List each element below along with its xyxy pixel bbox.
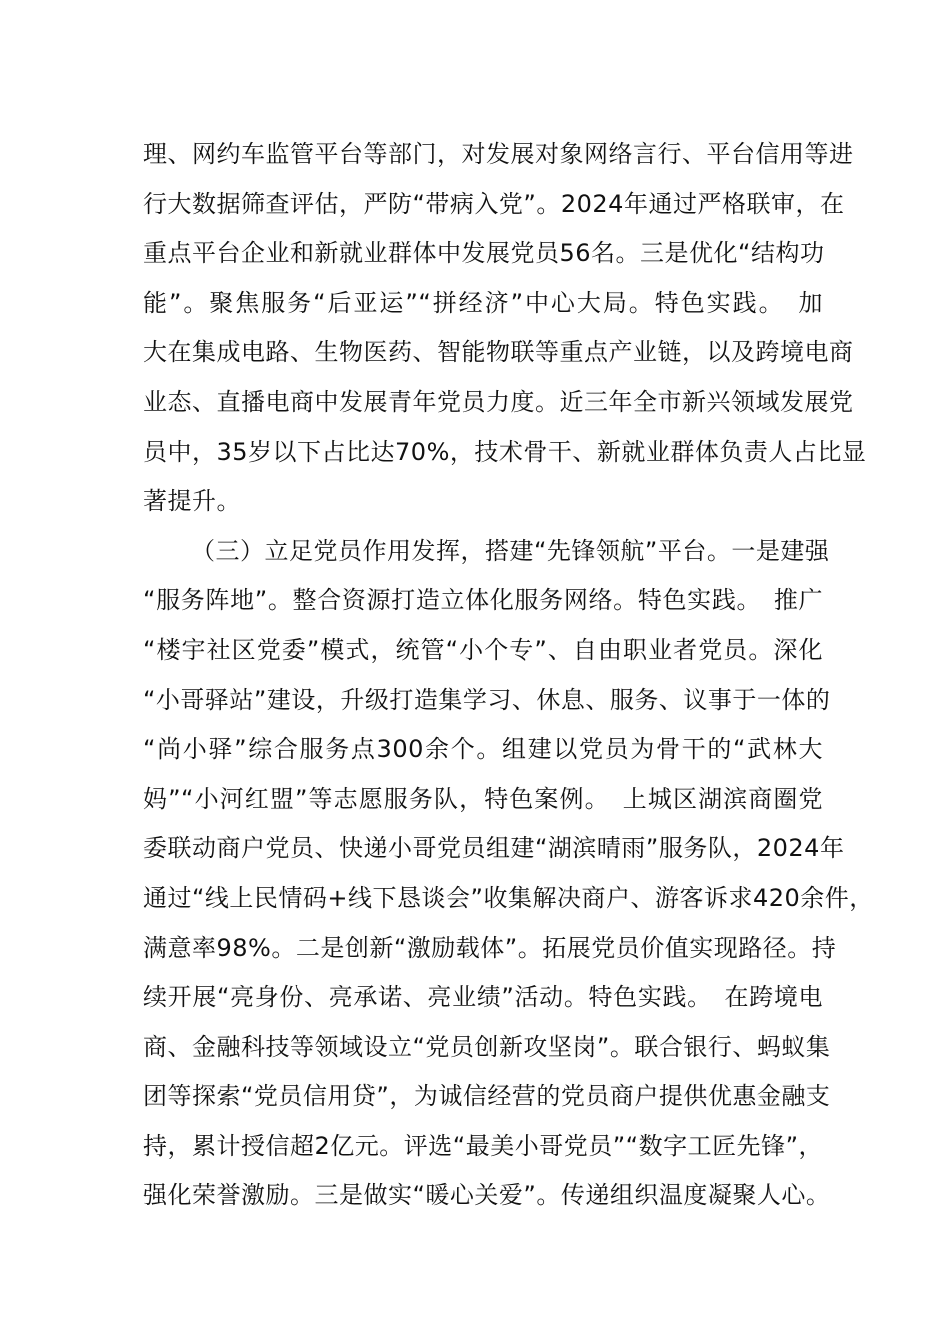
document-page [143,130,874,1221]
text-line: “尚小驿”综合服务点300余个。组建以党员为骨干的“武林大 [143,735,823,764]
text-line: 强化荣誉激励。三是做实“暖心关爱”。传递组织温度凝聚人心。 [143,1181,831,1210]
text-line: 理、网约车监管平台等部门，对发展对象网络言行、平台信用等进 [143,140,854,168]
text-line: 员中，35岁以下占比达70%，技术骨干、新就业群体负责人占比显 [143,437,867,466]
text-line: 妈”“小河红盟”等志愿服务队，特色案例。 上城区湖滨商圈党 [143,784,823,813]
text-line: “楼宇社区党委”模式，统管“小个专”、自由职业者党员。深化 [143,635,823,664]
section-heading-line: （三）立足党员作用发挥，搭建“先锋领航”平台。一是建强 [191,536,830,565]
text-line: 大在集成电路、生物医药、智能物联等重点产业链，以及跨境电商 [143,338,854,367]
text-line: 委联动商户党员、快递小哥党员组建“湖滨晴雨”服务队，2024年 [143,834,845,863]
text-line: 续开展“亮身份、亮承诺、亮业绩”活动。特色实践。 在跨境电 [143,983,823,1012]
text-line: 重点平台企业和新就业群体中发展党员56名。三是优化“结构功 [143,239,825,268]
text-line: 业态、直播电商中发展青年党员力度。近三年全市新兴领域发展党 [143,387,854,416]
text-line: “服务阵地”。整合资源打造立体化服务网络。特色实践。 推广 [143,586,823,615]
text-line: 行大数据筛查评估，严防“带病入党”。2024年通过严格联审，在 [143,189,845,218]
text-line: 商、金融科技等领域设立“党员创新攻坚岗”。联合银行、蚂蚁集 [143,1032,831,1061]
text-line: 团等探索“党员信用贷”，为诚信经营的党员商户提供优惠金融支 [143,1082,831,1111]
text-line: 著提升。 [143,487,241,516]
text-line: “小哥驿站”建设，升级打造集学习、休息、服务、议事于一体的 [143,685,831,714]
text-line: 满意率98%。二是创新“激励载体”。拓展党员价值实现路径。持 [143,933,837,962]
paragraph-2 [143,527,874,1221]
text-line: 通过“线上民情码+线下恳谈会”收集解决商户、游客诉求420余件， [143,883,874,912]
paragraph-1 [143,130,867,527]
text-line: 能”。聚焦服务“后亚运”“拼经济”中心大局。特色实践。 加 [143,288,823,317]
text-line: 持，累计授信超2亿元。评选“最美小哥党员”“数字工匠先锋”， [143,1131,824,1160]
